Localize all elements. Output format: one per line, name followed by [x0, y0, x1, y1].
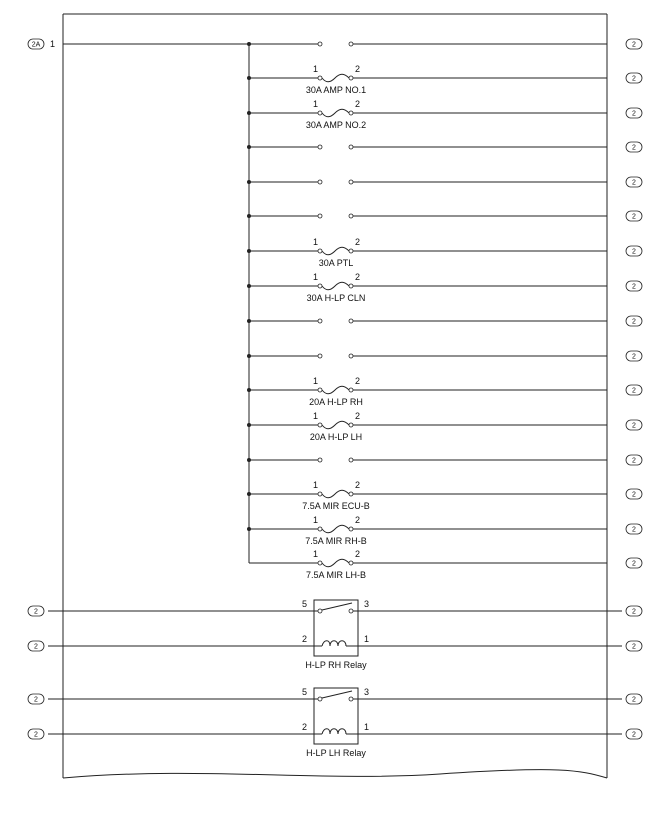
fuse-row	[247, 480, 642, 511]
relay-name: H-LP RH Relay	[305, 660, 367, 670]
fuse-symbol	[322, 559, 349, 567]
fuse-name: 30A H-LP CLN	[306, 293, 366, 303]
output-connector-badge	[626, 211, 642, 221]
frame-bottom-tear	[63, 770, 607, 778]
output-connector-badge	[626, 246, 642, 256]
fuse-row	[247, 272, 642, 303]
relay-pin: 3	[364, 599, 370, 609]
output-connector-badge	[626, 455, 642, 465]
fuse-pin-right: 2	[355, 99, 361, 109]
svg-text:2: 2	[632, 248, 636, 256]
open-contact-row	[247, 177, 642, 187]
fuse-pin-right: 2	[355, 237, 361, 247]
fuse-symbol	[322, 247, 349, 255]
fuse-pin-right: 2	[355, 480, 361, 490]
contact-terminal	[349, 319, 353, 323]
relay-pin: 5	[302, 687, 308, 697]
relay-pin: 5	[302, 599, 308, 609]
output-connector-badge	[626, 489, 642, 499]
contact-terminal	[349, 354, 353, 358]
contact-terminal	[318, 354, 322, 358]
relay	[28, 599, 642, 670]
fuse-symbol	[322, 386, 349, 394]
svg-text:2: 2	[632, 491, 636, 499]
relay-coil	[322, 729, 346, 734]
fuse-row	[247, 99, 642, 130]
fuse-pin-right: 2	[355, 376, 361, 386]
svg-text:2: 2	[34, 731, 38, 739]
fuse-pin-left: 1	[313, 480, 319, 490]
relay-left-connector-badge	[28, 606, 44, 616]
svg-text:2: 2	[632, 213, 636, 221]
svg-text:2: 2	[632, 560, 636, 568]
relay-left-connector-badge	[28, 729, 44, 739]
contact-terminal	[349, 458, 353, 462]
fuse-pin-right: 2	[355, 515, 361, 525]
circuit-rows	[247, 39, 642, 580]
relay-pin: 1	[364, 634, 370, 644]
fuse-name: 20A H-LP RH	[309, 397, 363, 407]
relay-right-connector-badge	[626, 694, 642, 704]
svg-text:2: 2	[632, 353, 636, 361]
fuse-pin-left: 1	[313, 272, 319, 282]
relay-switch-arm	[322, 691, 352, 698]
fuse-pin-left: 1	[313, 99, 319, 109]
fuse-symbol	[322, 282, 349, 290]
svg-text:2: 2	[632, 41, 636, 49]
fuse-row	[247, 515, 642, 546]
fuse-symbol	[322, 74, 349, 82]
relay-section	[28, 599, 642, 758]
contact-terminal	[318, 42, 322, 46]
fuse-symbol	[322, 109, 349, 117]
svg-text:2: 2	[632, 179, 636, 187]
svg-text:2: 2	[34, 608, 38, 616]
output-connector-badge	[626, 385, 642, 395]
contact-terminal	[318, 458, 322, 462]
relay-right-connector-badge	[626, 606, 642, 616]
relay-coil	[322, 641, 346, 646]
fuse-name: 20A H-LP LH	[309, 432, 363, 442]
fuse-pin-left: 1	[313, 376, 319, 386]
svg-text:2: 2	[632, 731, 636, 739]
open-contact-row	[247, 39, 642, 49]
fuse-name: 7.5A MIR LH-B	[305, 570, 367, 580]
fuse-name: 30A AMP NO.2	[305, 120, 367, 130]
relay-pin: 1	[364, 722, 370, 732]
contact-terminal	[318, 319, 322, 323]
relay-right-connector-badge	[626, 729, 642, 739]
contact-terminal	[349, 180, 353, 184]
svg-text:2: 2	[632, 457, 636, 465]
svg-text:2: 2	[632, 75, 636, 83]
open-contact-row	[247, 211, 642, 221]
fuse-symbol	[322, 525, 349, 533]
output-connector-badge	[626, 177, 642, 187]
svg-text:2: 2	[632, 608, 636, 616]
contact-terminal	[318, 214, 322, 218]
fuse-row	[247, 376, 642, 407]
open-contact-row	[247, 351, 642, 361]
open-contact-row	[247, 142, 642, 152]
relay-name: H-LP LH Relay	[306, 748, 366, 758]
svg-text:2: 2	[34, 643, 38, 651]
output-connector-badge	[626, 316, 642, 326]
output-connector-badge	[626, 142, 642, 152]
output-connector-badge	[626, 39, 642, 49]
output-connector-badge	[626, 108, 642, 118]
svg-text:2: 2	[632, 422, 636, 430]
relay-pin: 2	[302, 722, 308, 732]
svg-text:2: 2	[34, 696, 38, 704]
fuse-row	[247, 64, 642, 95]
source-connector	[28, 39, 249, 49]
svg-text:2: 2	[632, 110, 636, 118]
output-connector-badge	[626, 524, 642, 534]
relay	[28, 687, 642, 758]
fuse-symbol	[322, 490, 349, 498]
fuse-pin-right: 2	[355, 411, 361, 421]
svg-text:2: 2	[632, 387, 636, 395]
contact-terminal	[349, 42, 353, 46]
svg-text:2: 2	[632, 643, 636, 651]
source-connector-badge	[28, 39, 44, 49]
fuse-pin-right: 2	[355, 272, 361, 282]
open-contact-row	[247, 455, 642, 465]
fuse-row	[247, 411, 642, 442]
fuse-row	[247, 237, 642, 268]
output-connector-badge	[626, 420, 642, 430]
fuse-name: 7.5A MIR RH-B	[305, 536, 367, 546]
output-connector-badge	[626, 351, 642, 361]
fuse-symbol	[322, 421, 349, 429]
fuse-pin-left: 1	[313, 237, 319, 247]
contact-terminal	[349, 145, 353, 149]
fuse-pin-left: 1	[313, 515, 319, 525]
source-pin-label: 1	[50, 39, 56, 49]
relay-pin: 3	[364, 687, 370, 697]
fuse-pin-left: 1	[313, 411, 319, 421]
fuse-row	[249, 549, 642, 580]
fuse-pin-left: 1	[313, 64, 319, 74]
svg-text:2: 2	[632, 283, 636, 291]
contact-terminal	[349, 214, 353, 218]
relay-right-connector-badge	[626, 641, 642, 651]
fuse-name: 30A AMP NO.1	[305, 85, 367, 95]
fuse-name: 7.5A MIR ECU-B	[302, 501, 370, 511]
relay-left-connector-badge	[28, 641, 44, 651]
fuse-name: 30A PTL	[318, 258, 354, 268]
output-connector-badge	[626, 281, 642, 291]
relay-pin: 2	[302, 634, 308, 644]
svg-text:2: 2	[632, 144, 636, 152]
relay-left-connector-badge	[28, 694, 44, 704]
svg-text:2: 2	[632, 526, 636, 534]
fuse-pin-right: 2	[355, 549, 361, 559]
fuse-pin-right: 2	[355, 64, 361, 74]
contact-terminal	[318, 180, 322, 184]
svg-text:2: 2	[632, 318, 636, 326]
output-connector-badge	[626, 73, 642, 83]
output-connector-badge	[626, 558, 642, 568]
relay-box	[314, 600, 358, 656]
fuse-pin-left: 1	[313, 549, 319, 559]
relay-switch-arm	[322, 603, 352, 610]
open-contact-row	[247, 316, 642, 326]
svg-text:2A: 2A	[31, 41, 41, 49]
contact-terminal	[318, 145, 322, 149]
relay-box	[314, 688, 358, 744]
svg-text:2: 2	[632, 696, 636, 704]
